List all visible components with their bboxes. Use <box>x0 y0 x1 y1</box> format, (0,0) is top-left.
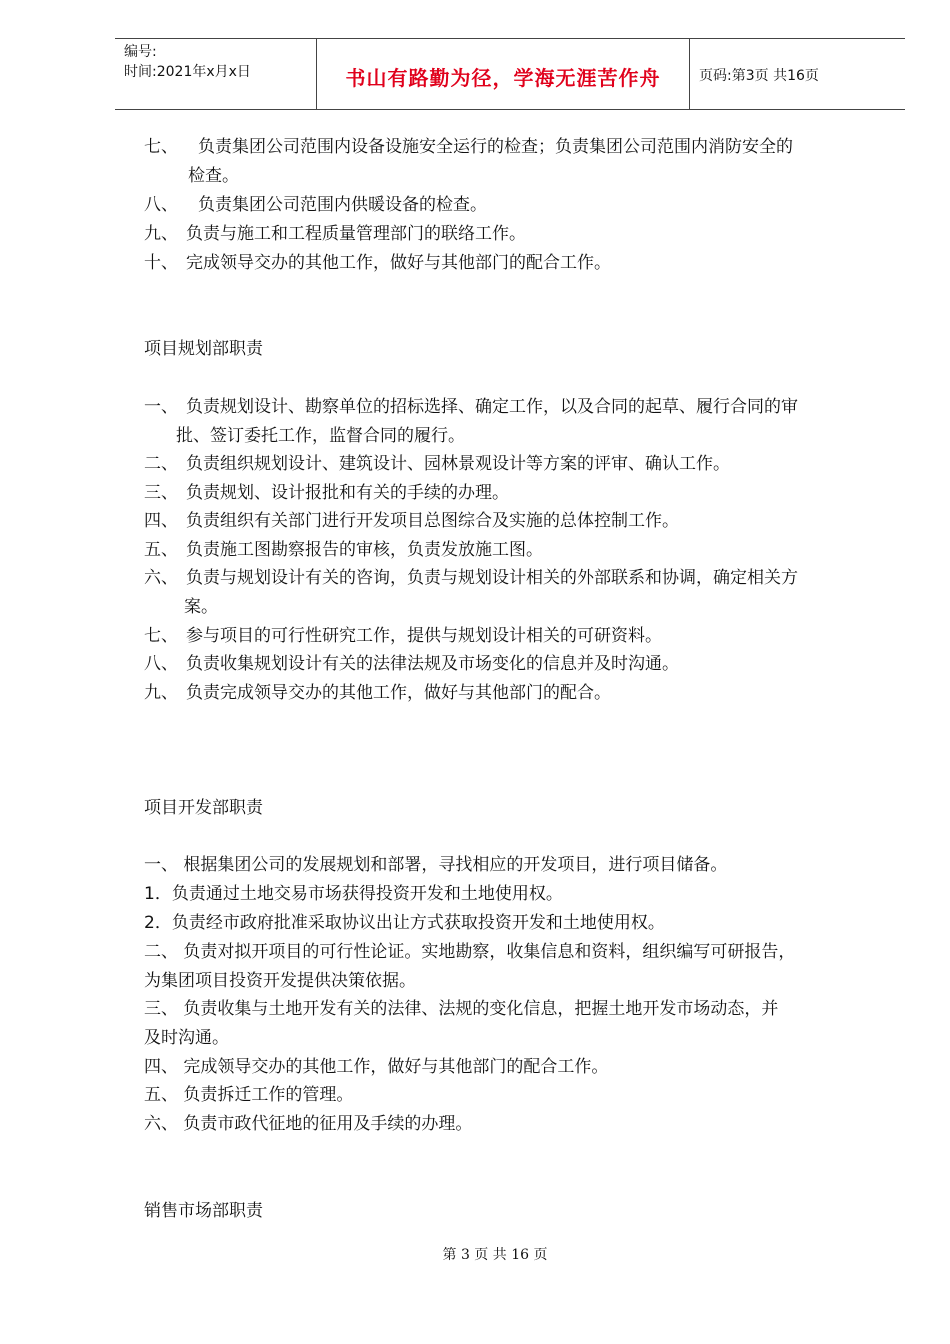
list-item: 五、 负责施工图勘察报告的审核，负责发放施工图。 <box>144 540 543 560</box>
list-item: 二、 负责组织规划设计、建筑设计、园林景观设计等方案的评审、确认工作。 <box>144 454 730 474</box>
list-item: 1．负责通过土地交易市场获得投资开发和土地使用权。 <box>144 884 563 904</box>
list-item: 十、 完成领导交办的其他工作，做好与其他部门的配合工作。 <box>144 253 611 273</box>
list-item: 2．负责经市政府批准采取协议出让方式获取投资开发和土地使用权。 <box>144 913 665 933</box>
list-item: 四、 负责组织有关部门进行开发项目总图综合及实施的总体控制工作。 <box>144 511 679 531</box>
list-item: 九、 负责完成领导交办的其他工作，做好与其他部门的配合。 <box>144 683 611 703</box>
header-motto: 书山有路勤为径，学海无涯苦作舟 <box>316 39 690 109</box>
list-item-continuation: 批、签订委托工作，监督合同的履行。 <box>176 426 465 446</box>
list-item: 三、 负责收集与土地开发有关的法律、法规的变化信息，把握土地开发市场动态，并 <box>144 999 779 1019</box>
header-meta <box>115 39 316 109</box>
section-title: 销售市场部职责 <box>144 1201 263 1221</box>
list-item: 二、 负责对拟开项目的可行性论证。实地勘察，收集信息和资料，组织编写可研报告， <box>144 942 796 962</box>
list-item: 一、 根据集团公司的发展规划和部署，寻找相应的开发项目，进行项目储备。 <box>144 855 728 875</box>
list-item-continuation: 案。 <box>184 597 218 617</box>
list-item: 八、 负责集团公司范围内供暖设备的检查。 <box>144 195 487 215</box>
list-item-continuation: 及时沟通。 <box>144 1028 229 1048</box>
section-title: 项目开发部职责 <box>144 798 263 818</box>
list-item: 三、 负责规划、设计报批和有关的手续的办理。 <box>144 483 509 503</box>
list-item: 六、 负责市政代征地的征用及手续的办理。 <box>144 1114 473 1134</box>
list-item: 一、 负责规划设计、勘察单位的招标选择、确定工作，以及合同的起草、履行合同的审 <box>144 397 798 417</box>
list-item-continuation: 检查。 <box>188 166 239 186</box>
document-time-label: 时间:2021年x月x日 <box>124 64 251 80</box>
list-item: 九、 负责与施工和工程质量管理部门的联络工作。 <box>144 224 526 244</box>
document-number-label: 编号: <box>124 44 157 60</box>
list-item: 六、 负责与规划设计有关的咨询，负责与规划设计相关的外部联系和协调，确定相关方 <box>144 568 798 588</box>
list-item-continuation: 为集团项目投资开发提供决策依据。 <box>144 971 416 991</box>
list-item: 七、 负责集团公司范围内设备设施安全运行的检查；负责集团公司范围内消防安全的 <box>144 137 793 157</box>
page-footer: 第 3 页 共 16 页 <box>442 1247 548 1263</box>
header-page-number: 页码:第3页 共16页 <box>699 68 819 84</box>
list-item: 八、 负责收集规划设计有关的法律法规及市场变化的信息并及时沟通。 <box>144 654 679 674</box>
section-title: 项目规划部职责 <box>144 339 263 359</box>
page-header <box>115 38 905 110</box>
list-item: 四、 完成领导交办的其他工作，做好与其他部门的配合工作。 <box>144 1057 609 1077</box>
list-item: 七、 参与项目的可行性研究工作，提供与规划设计相关的可研资料。 <box>144 626 662 646</box>
list-item: 五、 负责拆迁工作的管理。 <box>144 1085 354 1105</box>
